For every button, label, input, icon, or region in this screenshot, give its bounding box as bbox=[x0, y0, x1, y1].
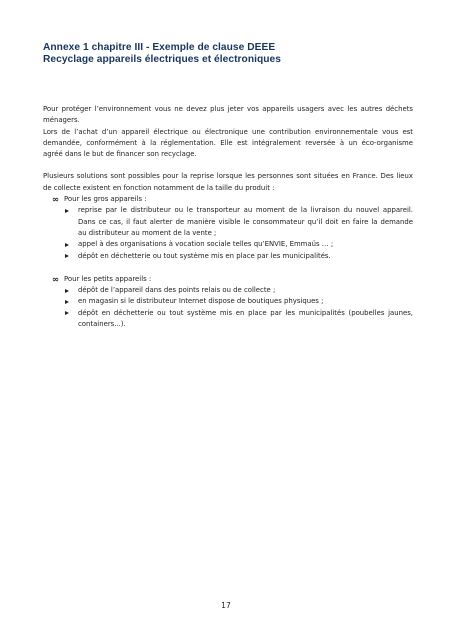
paragraph-solutions bbox=[43, 171, 413, 194]
group-title-text: Pour les petits appareils : bbox=[64, 274, 152, 283]
document-body bbox=[43, 104, 413, 330]
annex-heading bbox=[43, 42, 423, 67]
list-item bbox=[43, 285, 413, 296]
arrow-bullet-icon bbox=[65, 209, 69, 213]
arrow-bullet-icon bbox=[65, 311, 69, 315]
arrow-bullet-icon bbox=[65, 300, 69, 304]
paragraph-contribution bbox=[43, 127, 413, 161]
text-line: dépôt de l’appareil dans des points relais ou de collecte ; bbox=[78, 286, 276, 295]
text-line: appel à des organisations à vocation sociale telles qu’ENVIE, Emmaüs … ; bbox=[78, 240, 334, 249]
text-line: Dans ce cas, il faut alerter de manière visible le consommateur qu’il doit en faire la demande bbox=[78, 217, 413, 226]
group-title-large bbox=[43, 194, 413, 205]
group-small-appliances bbox=[43, 274, 413, 330]
list-item bbox=[43, 251, 413, 262]
heading-line-1: Annexe 1 chapitre III - Exemple de clause DEEE bbox=[43, 42, 276, 53]
text-line: dépôt en déchetterie ou tout système mis en place par les municipalités (poubelles jaunes, bbox=[78, 308, 413, 317]
text-line: agréé dans le but de financer son recyclage. bbox=[43, 150, 197, 159]
text-line: au distributeur au moment de la vente ; bbox=[78, 228, 217, 237]
list-item bbox=[43, 205, 413, 239]
list-item bbox=[43, 296, 413, 307]
arrow-bullet-icon bbox=[65, 289, 69, 293]
paragraph-environment bbox=[43, 104, 413, 127]
list-item bbox=[43, 239, 413, 250]
arrow-bullet-icon bbox=[65, 254, 69, 258]
text-line: reprise par le distributeur ou le transporteur au moment de la livraison du nouvel appareil. bbox=[78, 206, 413, 215]
list-item bbox=[43, 308, 413, 331]
page-number: 17 bbox=[221, 601, 231, 610]
text-line: ménagers. bbox=[43, 116, 80, 125]
text-line: demandée, conformément à la réglementation. Elle est intégralement reversée à un éco-organisme bbox=[43, 138, 413, 147]
text-line: dépôt en déchetterie ou tout système mis en place par les municipalités. bbox=[78, 251, 331, 260]
group-title-small bbox=[43, 274, 413, 285]
group-title-text: Pour les gros appareils : bbox=[64, 195, 147, 204]
text-line: Plusieurs solutions sont possibles pour la reprise lorsque les personnes sont situées en France. Des lieux bbox=[43, 172, 413, 181]
infinity-bullet-icon: ∞ bbox=[52, 273, 59, 284]
text-line: Lors de l’achat d’un appareil électrique ou électronique une contribution environnementale vous est bbox=[43, 127, 413, 136]
text-line: containers...). bbox=[78, 320, 126, 329]
heading-line-2: Recyclage appareils électriques et électroniques bbox=[43, 54, 281, 66]
infinity-bullet-icon: ∞ bbox=[52, 194, 59, 205]
text-line: en magasin si le distributeur Internet dispose de boutiques physiques ; bbox=[78, 297, 324, 306]
arrow-bullet-icon bbox=[65, 243, 69, 247]
text-line: de collecte existent en fonction notamment de la taille du produit : bbox=[43, 183, 275, 192]
group-large-appliances bbox=[43, 194, 413, 262]
text-line: Pour protéger l’environnement vous ne devez plus jeter vos appareils usagers avec les autres déchets bbox=[43, 105, 413, 113]
